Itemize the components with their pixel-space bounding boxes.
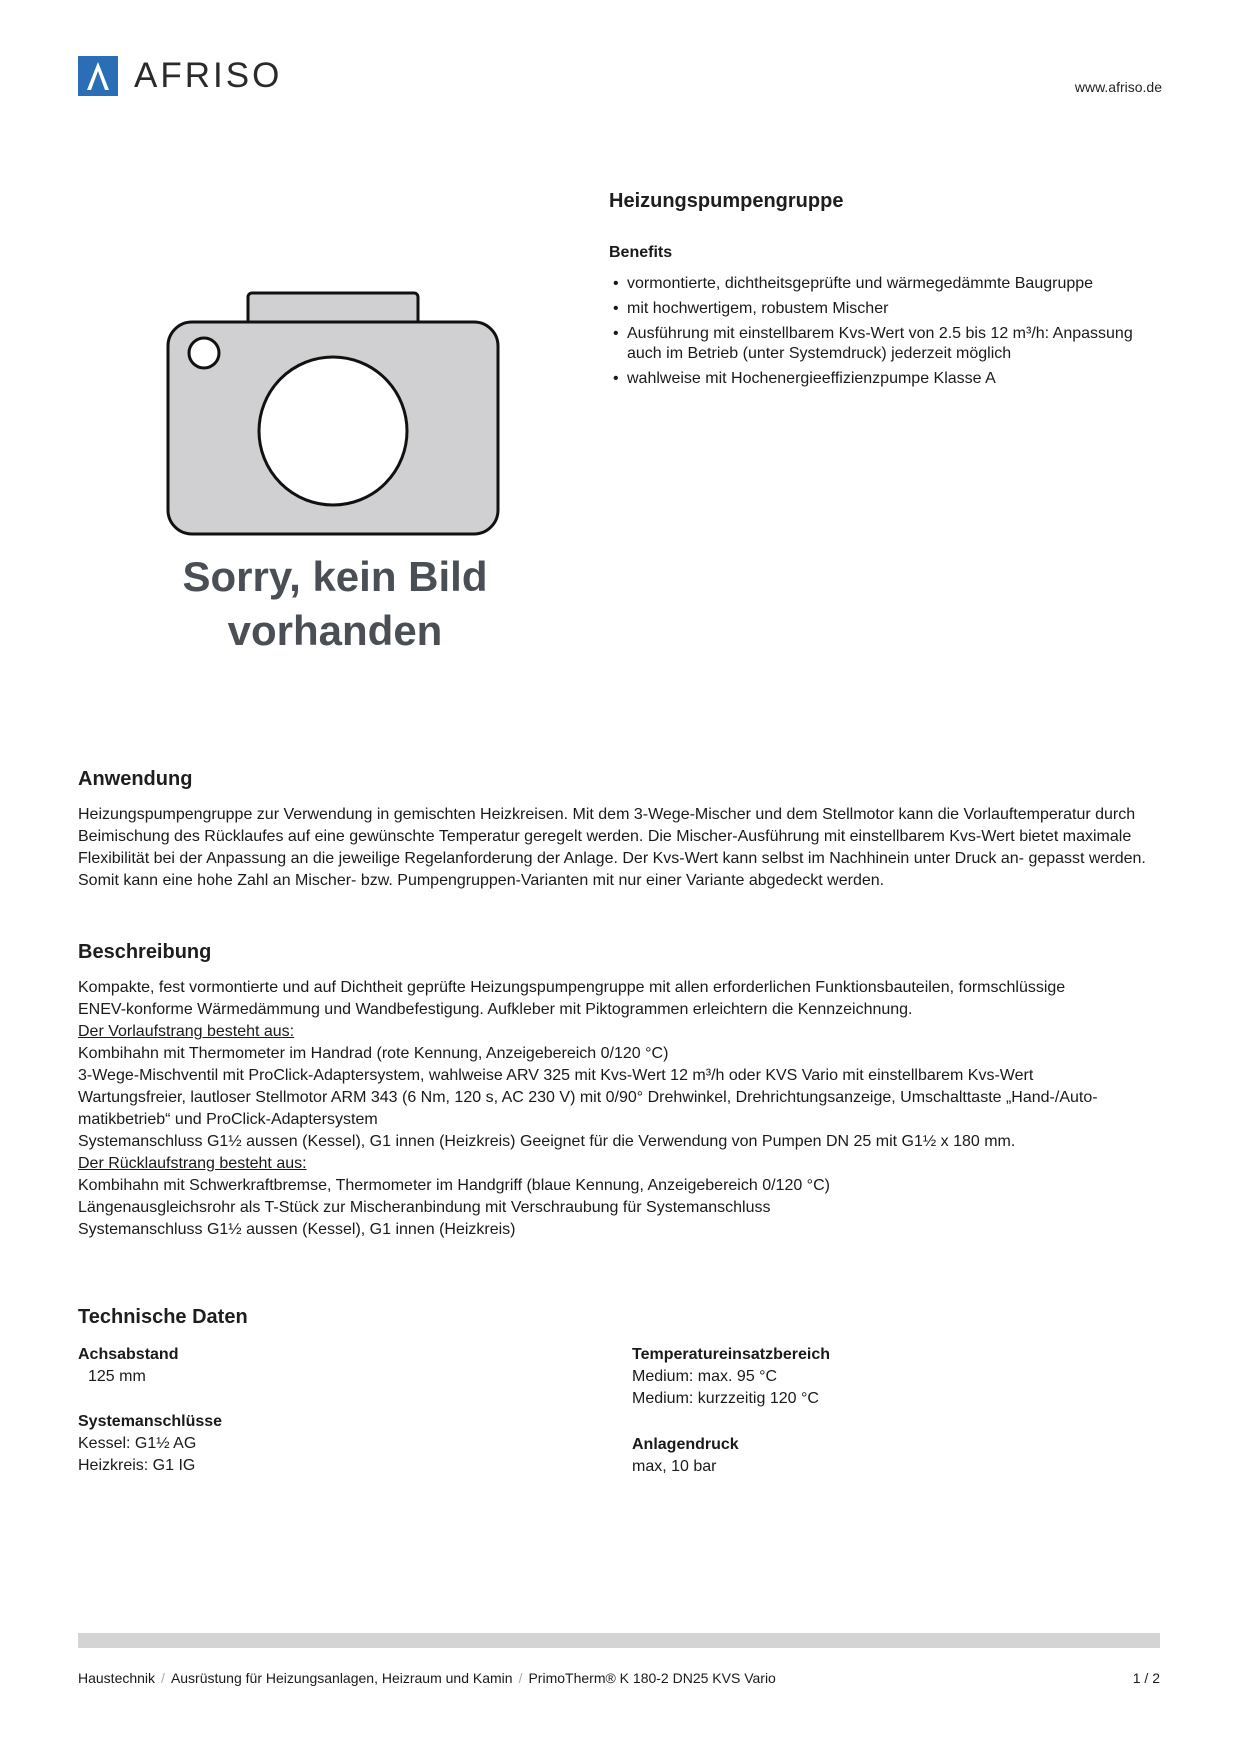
no-image-line-2: vorhanden bbox=[227, 607, 443, 654]
ruecklauf-line: Kombihahn mit Schwerkraftbremse, Thermometer im Handgriff (blaue Kennung, Anzeigebereich 0/120 °C) bbox=[78, 1177, 830, 1194]
breadcrumb-item: PrimoTherm® K 180-2 DN25 KVS Vario bbox=[528, 1670, 776, 1686]
benefit-item: • Ausführung mit einstellbarem Kvs-Wert von 2.5 bis 12 m³/h: Anpassung auch im Betrieb (unter Systemdruck) jederzeit möglich bbox=[611, 324, 1171, 364]
vorlauf-line: Systemanschluss G1½ aussen (Kessel), G1 innen (Heizkreis) Geeignet für die Verwendung von Pumpen DN 25 mit G1½ x 180 mm. bbox=[78, 1133, 1016, 1150]
footer bbox=[78, 1670, 1160, 1686]
benefit-item: • mit hochwertigem, robustem Mischer bbox=[611, 299, 1171, 319]
website-link[interactable]: www.afriso.de bbox=[1074, 79, 1162, 95]
breadcrumb-item[interactable]: Haustechnik bbox=[78, 1670, 156, 1686]
vorlauf-line: 3-Wege-Mischventil mit ProClick-Adaptersystem, wahlweise ARV 325 mit Kvs-Wert 12 m³/h oder KVS Vario mit einstellbarem Kvs-Wert bbox=[78, 1067, 1034, 1084]
afriso-logo-icon bbox=[78, 56, 118, 96]
breadcrumb-item[interactable]: Ausrüstung für Heizungsanlagen, Heizraum und Kamin bbox=[170, 1670, 513, 1686]
anlagendruck-value: max, 10 bar bbox=[632, 1458, 717, 1475]
benefits-heading: Benefits bbox=[609, 244, 673, 261]
anlagendruck-block bbox=[632, 1436, 739, 1478]
product-title: Heizungspumpengruppe bbox=[609, 190, 844, 212]
benefits-list bbox=[611, 274, 1171, 394]
anlagendruck-label: Anlagendruck bbox=[632, 1436, 739, 1453]
achsabstand-label: Achsabstand bbox=[78, 1346, 179, 1363]
systemanschluss-kessel: Kessel: G1½ AG bbox=[78, 1435, 197, 1452]
footer-divider bbox=[78, 1633, 1160, 1648]
vorlauf-line: Kombihahn mit Thermometer im Handrad (rote Kennung, Anzeigebereich 0/120 °C) bbox=[78, 1045, 669, 1062]
beschreibung-intro-line: Kompakte, fest vormontierte und auf Dichtheit geprüfte Heizungspumpengruppe mit allen erforderlichen Funktionsbauteilen, formschlüssige bbox=[78, 979, 1066, 996]
anwendung-heading: Anwendung bbox=[78, 768, 193, 790]
achsabstand-value: 125 mm bbox=[88, 1368, 146, 1385]
vorlauf-line: Wartungsfreier, lautloser Stellmotor ARM 343 (6 Nm, 120 s, AC 230 V) mit 0/90° Drehwinkel, Drehrichtungsanzeige, Umschalttaste „Hand-/Auto- bbox=[78, 1089, 1098, 1106]
no-image-caption bbox=[150, 550, 520, 658]
temperatur-medium-kurzzeitig: Medium: kurzzeitig 120 °C bbox=[632, 1390, 819, 1407]
achsabstand-block bbox=[78, 1346, 178, 1388]
beschreibung-heading: Beschreibung bbox=[78, 941, 212, 963]
no-image-line-1: Sorry, kein Bild bbox=[182, 553, 488, 600]
benefit-item: • wahlweise mit Hochenergieeffizienzpumpe Klasse A bbox=[611, 369, 1171, 389]
ruecklauf-line: Längenausgleichsrohr als T-Stück zur Mischeranbindung mit Verschraubung für Systemanschluss bbox=[78, 1199, 771, 1216]
systemanschluss-heizkreis: Heizkreis: G1 IG bbox=[78, 1457, 196, 1474]
benefit-item: • vormontierte, dichtheitsgeprüfte und wärmegedämmte Baugruppe bbox=[611, 274, 1171, 294]
temperatur-label: Temperatureinsatzbereich bbox=[632, 1346, 830, 1363]
systemanschluesse-block bbox=[78, 1413, 222, 1477]
vorlauf-heading: Der Vorlaufstrang besteht aus: bbox=[78, 1023, 295, 1040]
temperatur-medium-max: Medium: max. 95 °C bbox=[632, 1368, 778, 1385]
breadcrumb: Haustechnik / Ausrüstung für Heizungsanlagen, Heizraum und Kamin / PrimoTherm® K 180-2 DN25 KVS Vario bbox=[78, 1670, 776, 1686]
brand-name: AFRISO bbox=[134, 56, 283, 95]
systemanschluesse-label: Systemanschlüsse bbox=[78, 1413, 223, 1430]
vorlauf-line: matikbetrieb“ und ProClick-Adaptersystem bbox=[78, 1111, 378, 1128]
anwendung-text: Heizungspumpengruppe zur Verwendung in gemischten Heizkreisen. Mit dem 3-Wege-Mischer und dem Stellmotor kann die Vorlauftemperatur durch Beimischung des Rücklaufes auf eine gewünschte Temperatur geregelt werden. Die Mischer-Ausführung mit einstellbarem Kvs-Wert bietet maximale Flexibilität bei der Anpassung an die jeweilige Regelanforderung der Anlage. Der Kvs-Wert kann selbst im Nachhinein unter Druck an- gepasst werden. Somit kann eine hohe Zahl an Mischer- bzw. Pumpengruppen-Varianten mit nur einer Variante abgedeckt werden. bbox=[78, 806, 1146, 889]
ruecklauf-line: Systemanschluss G1½ aussen (Kessel), G1 innen (Heizkreis) bbox=[78, 1221, 516, 1238]
camera-icon bbox=[158, 286, 508, 546]
page-number: 1 / 2 bbox=[1132, 1670, 1160, 1686]
beschreibung-body bbox=[78, 977, 1168, 1241]
technische-daten-heading: Technische Daten bbox=[78, 1306, 248, 1328]
temperatur-block bbox=[632, 1346, 830, 1410]
afriso-logo bbox=[78, 56, 282, 96]
beschreibung-intro-line: ENEV-konforme Wärmedämmung und Wandbefestigung. Aufkleber mit Piktogrammen erleichtern die Kennzeichnung. bbox=[78, 1001, 913, 1018]
ruecklauf-heading: Der Rücklaufstrang besteht aus: bbox=[78, 1155, 307, 1172]
